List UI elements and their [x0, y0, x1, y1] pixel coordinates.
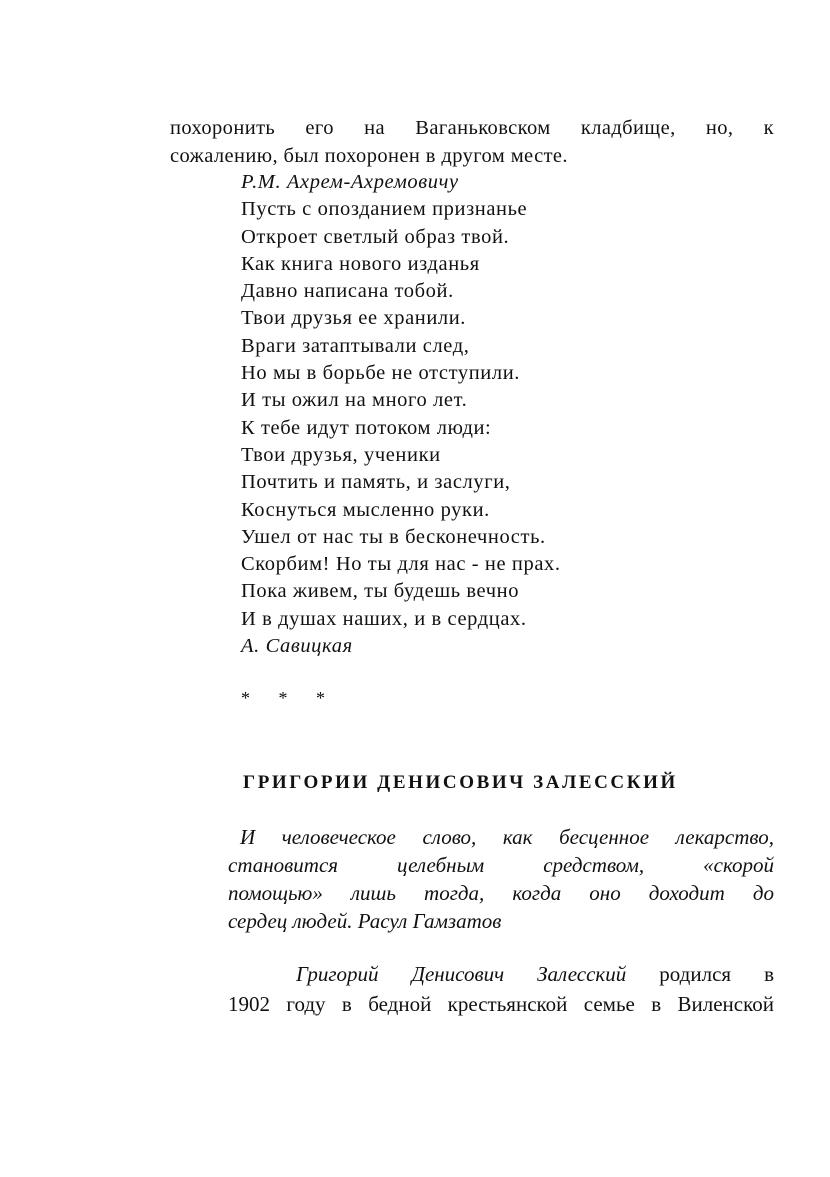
poem: [241, 169, 561, 660]
opening-line-2: сожалению, был похоронен в другом месте.: [170, 145, 568, 167]
poem-line: Ушел от нас ты в бесконечность.: [241, 525, 546, 548]
poem-line: Враги затаптывали след,: [241, 334, 470, 357]
section-heading: ГРИГОРИИ ДЕНИСОВИЧ ЗАЛЕССКИЙ: [243, 772, 678, 793]
opening-paragraph: [170, 114, 774, 170]
poem-line: Откроет светлый образ твой.: [241, 225, 510, 248]
opening-line-1: похоронить его на Ваганьковском кладбище, но, к: [170, 117, 774, 139]
poem-line: Твои друзья, ученики: [241, 443, 441, 466]
poem-line: Коснуться мысленно руки.: [241, 498, 490, 521]
epigraph-line-4: сердец людей. Расул Гамзатов: [228, 909, 502, 933]
poem-author: А. Савицкая: [241, 635, 353, 658]
poem-line: И в душах наших, и в сердцах.: [241, 607, 527, 630]
body-line-2: 1902 году в бедной крестьянской семье в Виленской: [228, 992, 774, 1016]
poem-dedication: Р.М. Ахрем-Ахремовичу: [241, 171, 459, 193]
poem-line: И ты ожил на много лет.: [241, 389, 468, 412]
poem-line: Давно написана тобой.: [241, 280, 454, 303]
epigraph-line-1: И человеческое слово, как бесценное лекарство,: [240, 825, 774, 849]
epigraph-line-2: становится целебным средством, «скорой: [228, 853, 774, 877]
poem-line: Почтить и память, и заслуги,: [241, 471, 511, 494]
poem-line: Но мы в борьбе не отступили.: [241, 362, 521, 385]
body-line-1-rest: родился в: [659, 962, 774, 986]
poem-line: Скорбим! Но ты для нас - не прах.: [241, 553, 561, 576]
poem-line: Пока живем, ты будешь вечно: [241, 580, 520, 603]
poem-line: Пусть с опозданием признанье: [241, 198, 528, 221]
epigraph: [228, 823, 774, 935]
body-line-1: [228, 959, 774, 989]
person-name: Григорий Денисович Залесский: [296, 962, 627, 986]
poem-line: Как книга нового изданья: [241, 252, 480, 275]
epigraph-line-3: помощью» лишь тогда, когда оно доходит до: [228, 881, 774, 905]
poem-line: Твои друзья ее хранили.: [241, 307, 467, 330]
body-paragraph: [228, 959, 774, 1019]
section-separator: * * *: [241, 688, 337, 708]
poem-line: К тебе идут потоком люди:: [241, 416, 492, 439]
